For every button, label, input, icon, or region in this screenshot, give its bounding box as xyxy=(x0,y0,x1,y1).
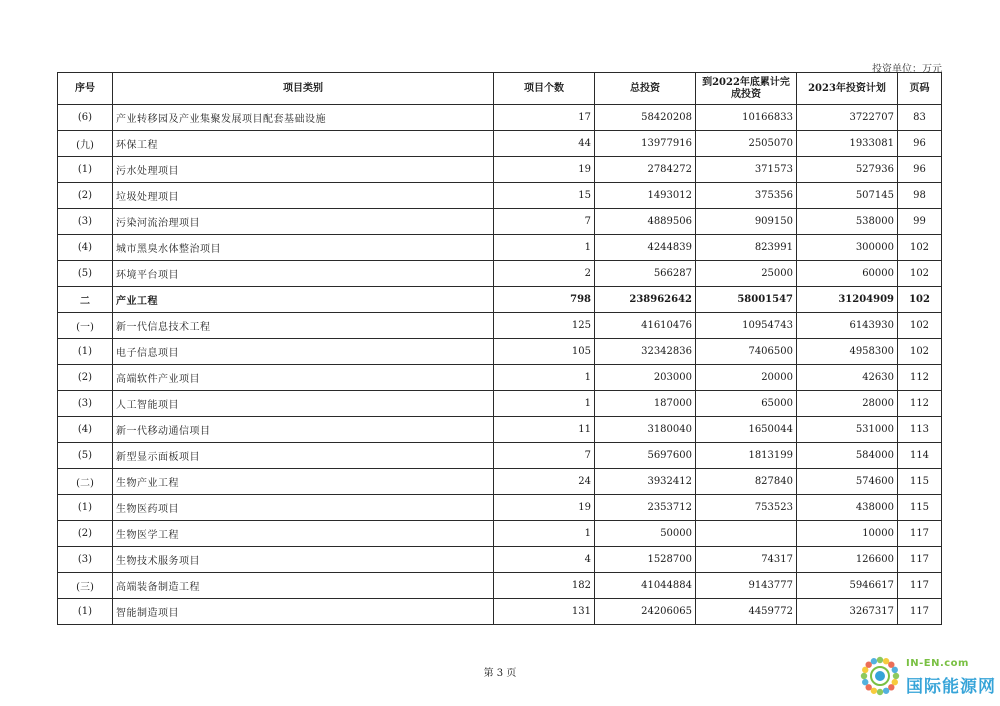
cell-count: 182 xyxy=(494,573,595,599)
cell-category: 新型显示面板项目 xyxy=(113,443,494,469)
cell-plan: 4958300 xyxy=(797,339,898,365)
cell-category: 污染河流治理项目 xyxy=(113,209,494,235)
cell-total: 187000 xyxy=(595,391,696,417)
cell-index: (3) xyxy=(58,209,113,235)
cell-category: 人工智能项目 xyxy=(113,391,494,417)
cell-category: 生物医药项目 xyxy=(113,495,494,521)
table-row xyxy=(58,105,942,131)
cell-page: 114 xyxy=(898,443,942,469)
table-row xyxy=(58,261,942,287)
cell-total: 1528700 xyxy=(595,547,696,573)
cell-count: 24 xyxy=(494,469,595,495)
cell-plan: 10000 xyxy=(797,521,898,547)
logo-petal xyxy=(877,657,883,663)
cell-page: 115 xyxy=(898,495,942,521)
cell-page: 102 xyxy=(898,261,942,287)
cell-total: 32342836 xyxy=(595,339,696,365)
cell-plan: 1933081 xyxy=(797,131,898,157)
cell-plan: 538000 xyxy=(797,209,898,235)
cell-index: (三) xyxy=(58,573,113,599)
cell-index: (3) xyxy=(58,547,113,573)
cell-cumulative: 74317 xyxy=(696,547,797,573)
watermark-logo xyxy=(858,654,998,700)
cell-cumulative: 375356 xyxy=(696,183,797,209)
cell-total: 58420208 xyxy=(595,105,696,131)
cell-page: 117 xyxy=(898,573,942,599)
cell-plan: 300000 xyxy=(797,235,898,261)
investment-table xyxy=(57,72,942,625)
table-row xyxy=(58,157,942,183)
cell-category: 电子信息项目 xyxy=(113,339,494,365)
cell-cumulative: 10166833 xyxy=(696,105,797,131)
cell-plan: 60000 xyxy=(797,261,898,287)
cell-total: 238962642 xyxy=(595,287,696,313)
table-row xyxy=(58,235,942,261)
cell-total: 2353712 xyxy=(595,495,696,521)
cell-cumulative: 753523 xyxy=(696,495,797,521)
cell-cumulative: 1813199 xyxy=(696,443,797,469)
cell-total: 41044884 xyxy=(595,573,696,599)
cell-count: 1 xyxy=(494,235,595,261)
cell-page: 96 xyxy=(898,131,942,157)
cell-category: 生物产业工程 xyxy=(113,469,494,495)
cell-count: 19 xyxy=(494,495,595,521)
cell-count: 105 xyxy=(494,339,595,365)
cell-count: 15 xyxy=(494,183,595,209)
cell-page: 98 xyxy=(898,183,942,209)
cell-plan: 6143930 xyxy=(797,313,898,339)
cell-count: 131 xyxy=(494,599,595,625)
cell-plan: 126600 xyxy=(797,547,898,573)
cell-category: 环保工程 xyxy=(113,131,494,157)
cell-index: (2) xyxy=(58,183,113,209)
cell-total: 566287 xyxy=(595,261,696,287)
cell-index: (5) xyxy=(58,261,113,287)
cell-plan: 438000 xyxy=(797,495,898,521)
cell-total: 4889506 xyxy=(595,209,696,235)
table-header-row xyxy=(58,73,942,105)
header-cumulative: 到2022年底累计完成投资 xyxy=(696,73,797,105)
cell-page: 117 xyxy=(898,521,942,547)
cell-count: 7 xyxy=(494,209,595,235)
cell-category: 垃圾处理项目 xyxy=(113,183,494,209)
table-body xyxy=(58,105,942,625)
cell-index: (4) xyxy=(58,235,113,261)
cell-cumulative: 10954743 xyxy=(696,313,797,339)
cell-index: 二 xyxy=(58,287,113,313)
cell-page: 96 xyxy=(898,157,942,183)
watermark-cn: 国际能源网 xyxy=(906,677,996,697)
cell-cumulative: 827840 xyxy=(696,469,797,495)
cell-total: 2784272 xyxy=(595,157,696,183)
cell-index: (一) xyxy=(58,313,113,339)
cell-total: 24206065 xyxy=(595,599,696,625)
cell-plan: 584000 xyxy=(797,443,898,469)
cell-total: 1493012 xyxy=(595,183,696,209)
table-row xyxy=(58,417,942,443)
table-row xyxy=(58,521,942,547)
cell-plan: 31204909 xyxy=(797,287,898,313)
cell-count: 44 xyxy=(494,131,595,157)
cell-plan: 3267317 xyxy=(797,599,898,625)
header-count: 项目个数 xyxy=(494,73,595,105)
investment-unit-note: 投资单位：万元 xyxy=(872,64,942,75)
cell-total: 41610476 xyxy=(595,313,696,339)
cell-total: 4244839 xyxy=(595,235,696,261)
cell-cumulative: 1650044 xyxy=(696,417,797,443)
page-footer: 第 3 页 xyxy=(483,668,517,679)
cell-category: 高端装备制造工程 xyxy=(113,573,494,599)
cell-total: 5697600 xyxy=(595,443,696,469)
cell-plan: 574600 xyxy=(797,469,898,495)
cell-category: 环境平台项目 xyxy=(113,261,494,287)
cell-category: 城市黑臭水体整治项目 xyxy=(113,235,494,261)
cell-page: 117 xyxy=(898,599,942,625)
cell-category: 智能制造项目 xyxy=(113,599,494,625)
cell-cumulative: 909150 xyxy=(696,209,797,235)
cell-count: 7 xyxy=(494,443,595,469)
cell-plan: 527936 xyxy=(797,157,898,183)
cell-category: 污水处理项目 xyxy=(113,157,494,183)
cell-cumulative: 823991 xyxy=(696,235,797,261)
cell-total: 3932412 xyxy=(595,469,696,495)
cell-page: 113 xyxy=(898,417,942,443)
cell-total: 50000 xyxy=(595,521,696,547)
cell-count: 4 xyxy=(494,547,595,573)
cell-category: 高端软件产业项目 xyxy=(113,365,494,391)
cell-plan: 507145 xyxy=(797,183,898,209)
header-page: 页码 xyxy=(898,73,942,105)
cell-plan: 5946617 xyxy=(797,573,898,599)
cell-cumulative: 371573 xyxy=(696,157,797,183)
cell-cumulative: 7406500 xyxy=(696,339,797,365)
cell-page: 112 xyxy=(898,365,942,391)
cell-index: (二) xyxy=(58,469,113,495)
cell-category: 生物医学工程 xyxy=(113,521,494,547)
logo-petal xyxy=(862,679,868,685)
cell-page: 102 xyxy=(898,235,942,261)
sun-logo-icon xyxy=(858,654,902,698)
cell-cumulative: 2505070 xyxy=(696,131,797,157)
cell-page: 83 xyxy=(898,105,942,131)
logo-petal xyxy=(883,688,889,694)
table-row xyxy=(58,287,942,313)
table-row xyxy=(58,131,942,157)
cell-page: 112 xyxy=(898,391,942,417)
cell-page: 102 xyxy=(898,287,942,313)
table-row xyxy=(58,599,942,625)
table-row xyxy=(58,495,942,521)
cell-cumulative: 4459772 xyxy=(696,599,797,625)
logo-petal xyxy=(893,673,899,679)
table-row xyxy=(58,183,942,209)
logo-petal xyxy=(877,689,883,695)
cell-count: 19 xyxy=(494,157,595,183)
cell-category: 生物技术服务项目 xyxy=(113,547,494,573)
cell-plan: 42630 xyxy=(797,365,898,391)
cell-category: 产业转移园及产业集聚发展项目配套基础设施 xyxy=(113,105,494,131)
logo-petal xyxy=(861,673,867,679)
header-index: 序号 xyxy=(58,73,113,105)
cell-cumulative: 58001547 xyxy=(696,287,797,313)
cell-count: 1 xyxy=(494,365,595,391)
cell-plan: 3722707 xyxy=(797,105,898,131)
cell-index: (4) xyxy=(58,417,113,443)
cell-total: 13977916 xyxy=(595,131,696,157)
cell-total: 203000 xyxy=(595,365,696,391)
cell-index: (6) xyxy=(58,105,113,131)
table-row xyxy=(58,339,942,365)
logo-petal xyxy=(871,658,877,664)
cell-index: (2) xyxy=(58,365,113,391)
cell-category: 产业工程 xyxy=(113,287,494,313)
cell-count: 2 xyxy=(494,261,595,287)
cell-cumulative: 25000 xyxy=(696,261,797,287)
cell-count: 1 xyxy=(494,391,595,417)
cell-count: 11 xyxy=(494,417,595,443)
cell-index: (1) xyxy=(58,599,113,625)
table-row xyxy=(58,391,942,417)
table-row xyxy=(58,365,942,391)
cell-count: 17 xyxy=(494,105,595,131)
cell-index: (九) xyxy=(58,131,113,157)
cell-index: (5) xyxy=(58,443,113,469)
cell-page: 117 xyxy=(898,547,942,573)
table-row xyxy=(58,573,942,599)
cell-count: 798 xyxy=(494,287,595,313)
cell-cumulative: 20000 xyxy=(696,365,797,391)
table-row xyxy=(58,209,942,235)
cell-category: 新一代移动通信项目 xyxy=(113,417,494,443)
cell-page: 99 xyxy=(898,209,942,235)
cell-index: (2) xyxy=(58,521,113,547)
header-plan: 2023年投资计划 xyxy=(797,73,898,105)
cell-plan: 531000 xyxy=(797,417,898,443)
cell-cumulative: 9143777 xyxy=(696,573,797,599)
header-total: 总投资 xyxy=(595,73,696,105)
watermark-en: IN-EN.com xyxy=(906,658,969,669)
table-row xyxy=(58,443,942,469)
cell-page: 102 xyxy=(898,313,942,339)
cell-cumulative xyxy=(696,521,797,547)
cell-cumulative: 65000 xyxy=(696,391,797,417)
cell-index: (1) xyxy=(58,339,113,365)
logo-petal xyxy=(892,667,898,673)
cell-plan: 28000 xyxy=(797,391,898,417)
cell-index: (1) xyxy=(58,495,113,521)
cell-count: 125 xyxy=(494,313,595,339)
header-category: 项目类别 xyxy=(113,73,494,105)
cell-count: 1 xyxy=(494,521,595,547)
cell-category: 新一代信息技术工程 xyxy=(113,313,494,339)
table-row xyxy=(58,313,942,339)
table-row xyxy=(58,469,942,495)
cell-index: (3) xyxy=(58,391,113,417)
cell-index: (1) xyxy=(58,157,113,183)
cell-total: 3180040 xyxy=(595,417,696,443)
cell-page: 115 xyxy=(898,469,942,495)
cell-page: 102 xyxy=(898,339,942,365)
table-row xyxy=(58,547,942,573)
